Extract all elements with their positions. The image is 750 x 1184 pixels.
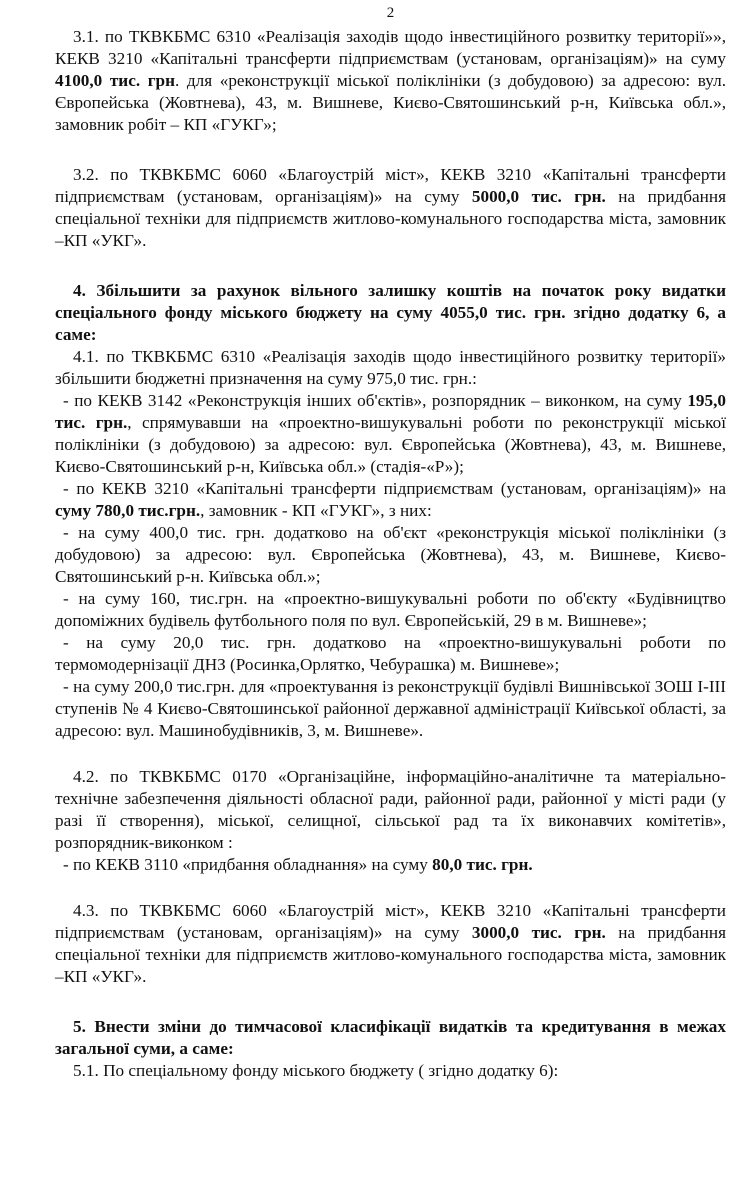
amount-bold: 3000,0 тис. грн. (471, 923, 606, 942)
list-item: - на суму 400,0 тис. грн. додатково на об'єкт «реконструкція міської поліклініки (з добудовою) за адресою: вул. Європейська (Жовтнева), 43, м. Вишневе, Києво-Святошинський р-н. Київська обл.»; (55, 523, 726, 586)
text: , замовник - КП «ГУКГ», з них: (200, 501, 432, 520)
paragraph-4-2-a (55, 854, 726, 876)
paragraph-4-1-b (55, 478, 726, 522)
text: - по КЕКВ 3142 «Реконструкція інших об'єктів», розпорядник – виконком, на суму (63, 391, 688, 410)
list-item: - на суму 200,0 тис.грн. для «проектування із реконструкції будівлі Вишнівської ЗОШ І-ІІІ ступенів № 4 Києво-Святошинської районної державної адміністрації Київської області, за адресою: вул. Машинобудівників, 3, м. Вишневе». (55, 677, 726, 740)
text: , спрямувавши на «проектно-вишукувальні роботи по реконструкції міської поліклініки (з добудовою) за адресою: вул. Європейська (Жовтнева), 43, м. Вишневе, Києво-Святошинський р-н, Київська обл.» (стадія-«Р»); (55, 413, 726, 476)
paragraph-3-1 (55, 26, 726, 136)
text: - по КЕКВ 3110 «придбання обладнання» на суму (63, 855, 433, 874)
amount-bold: 80,0 тис. грн. (432, 855, 533, 874)
heading-section-4: 4. Збільшити за рахунок вільного залишку коштів на початок року видатки спеціального фонду міського бюджету на суму 4055,0 тис. грн. згідно додатку 6, а саме: (55, 281, 726, 344)
text: на придбання спеціальної техніки для підприємств житлово-комунального господарства міста, замовник –КП «УКГ». (55, 923, 726, 986)
paragraph-4-1: 4.1. по ТКВКБМС 6310 «Реалізація заходів щодо інвестиційного розвитку території» збільшити бюджетні призначення на суму 975,0 тис. грн.: (55, 347, 726, 388)
text: . для «реконструкції міської поліклініки (з добудовою) за адресою: вул. Європейська (Жовтнева), 43, м. Вишневе, Києво-Святошинський р-н, Київська обл.», замовник робіт – КП «ГУКГ»; (55, 71, 726, 134)
text: 3.2. по ТКВКБМС 6060 «Благоустрій міст», КЕКВ 3210 «Капітальні трансферти підприємствам (установам, організаціям)» на суму (55, 165, 726, 206)
amount-bold: 4100,0 тис. грн (55, 71, 176, 90)
page-number: 2 (386, 5, 395, 21)
text: - по КЕКВ 3210 «Капітальні трансферти підприємствам (установам, організаціям)» на (63, 479, 726, 498)
amount-bold: суму 780,0 тис.грн. (55, 501, 201, 520)
paragraph-4-3 (55, 900, 726, 988)
list-item: - на суму 160, тис.грн. на «проектно-вишукувальні роботи по об'єкту «Будівництво допоміжних будівель футбольного поля по вул. Європейській, 29 в м. Вишневе»; (55, 589, 726, 630)
amount-bold: 195,0 тис. грн. (55, 391, 726, 432)
paragraph-5-1: 5.1. По спеціальному фонду міського бюджету ( згідно додатку 6): (73, 1061, 559, 1080)
paragraph-4-2: 4.2. по ТКВКБМС 0170 «Організаційне, інформаційно-аналітичне та матеріально-технічне забезпечення діяльності обласної ради, районної ради, районної у місті ради (у разі її створення), міської, селищної, сільської рад та їх виконавчих комітетів», розпорядник-виконком : (55, 767, 726, 852)
paragraph-3-2 (55, 164, 726, 252)
text: 3.1. по ТКВКБМС 6310 «Реалізація заходів щодо інвестиційного розвитку території»», КЕКВ 3210 «Капітальні трансферти підприємствам (установам, організаціям)» на суму (55, 27, 726, 68)
paragraph-4-1-a (55, 390, 726, 478)
heading-section-5: 5. Внести зміни до тимчасової класифікації видатків та кредитування в межах загальної суми, а саме: (55, 1017, 726, 1058)
list-item: - на суму 20,0 тис. грн. додатково на «проектно-вишукувальні роботи по термомодернізації ДНЗ (Росинка,Орлятко, Чебурашка) м. Вишневе»; (55, 633, 726, 674)
text: 4.3. по ТКВКБМС 6060 «Благоустрій міст», КЕКВ 3210 «Капітальні трансферти підприємствам (установам, організаціям)» на суму (55, 901, 726, 942)
text: на придбання спеціальної техніки для підприємств житлово-комунального господарства міста, замовник –КП «УКГ». (55, 187, 726, 250)
amount-bold: 5000,0 тис. грн. (471, 187, 606, 206)
